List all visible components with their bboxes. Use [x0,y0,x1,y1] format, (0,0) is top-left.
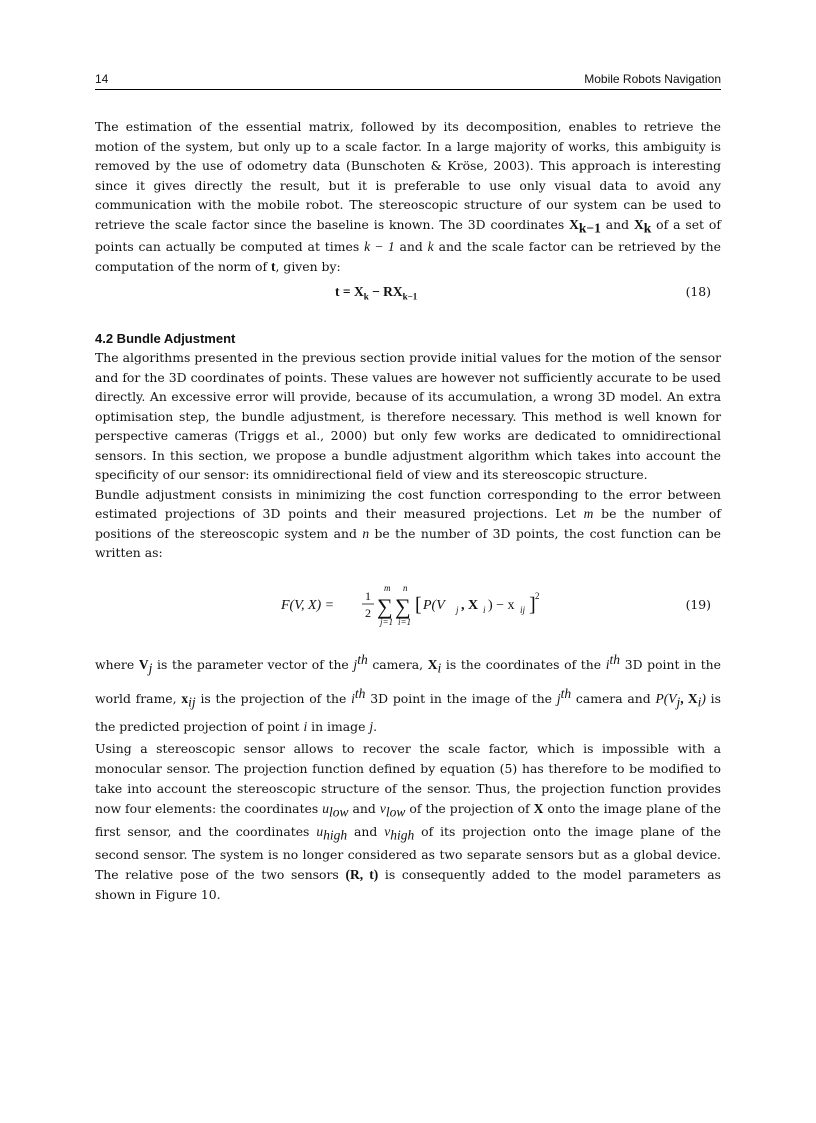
eq19-sum2-top: n [403,582,408,593]
paragraph-cost-function: Bundle adjustment consists in minimizing the cost function corresponding to the error between estimated projections of 3D points and their measured projections. Let m be the number of positions of the stereoscopic system and n be the number of 3D points, the cost function can be written as: [95,486,721,561]
eq19-half-num: 1 [365,588,371,603]
eq19-half-den: 2 [365,605,371,620]
eq19-body-ij: ij [520,604,526,615]
eq19-body-i: i [483,604,486,615]
page-number: 14 [95,72,109,86]
eq19-body-end: ) − x [488,597,515,613]
eq19-body-mid: , X [461,597,479,613]
paragraph-scale-factor: The estimation of the essential matrix, followed by its decomposition, enables to retrieve the motion of the system, but only up to a scale factor. In a large majority of works, this ambiguity is removed by the use of odometry data (Bunschoten & Kröse, 2003). This approach is interesting since it gives directly the result, but it is preferable to use only visual data to avoid any communication with the mobile robot. The stereoscopic structure of our system can be used to retrieve the scale factor since the baseline is known. The 3D coordinates $X_{k-1}$ and $X_k$ of a set of points can actually be computed at times k − 1 and k and the scale factor can be retrieved by the computation of the norm of t, given by: [95,119,721,274]
running-title: Mobile Robots Navigation [584,72,721,86]
eq19-body: P(V [423,597,445,613]
svg-text:]: ] [529,593,536,616]
paragraph-where: where $V_j$ is the parameter vector of the $j^{th}$ camera, $X_i$ is the coordinates of the $i^{th}$ 3D point in the world frame, $x_{ij}$ is the projection of the $i^{th}$ 3D point in the image of the $j^{th}$ camera and $P(V_j$, $X_i$) is the predicted projection of point i in image j. [95,651,721,735]
equation-number: (18) [685,284,711,300]
svg-text:[: [ [415,593,422,616]
eq19-sum2-bot: i=1 [398,616,412,627]
eq19-body-j: j [456,604,459,615]
eq19-sum1-top: m [384,582,391,593]
equation-18: $t = X_k - RX_{k-1}$ (18) [335,284,711,303]
page-body [95,117,721,904]
eq19-sigma-1: ∑ [377,593,393,619]
eq19-sum1-bot: j=1 [380,616,394,627]
paragraph-stereo-projection: Using a stereoscopic sensor allows to recover the scale factor, which is impossible with a monocular sensor. The projection function defined by equation (5) has therefore to be modified to take into account the stereoscopic structure of the sensor. Thus, the projection function provides now four elements: the coordinates $u_{low}$ and $v_{low}$ of the projection of X onto the image plane of the first sensor, and the coordinates $u_{high}$ and $v_{high}$ of its projection onto the image plane of the second sensor. The system is no longer considered as two separate sensors but as a global device. The relative pose of the two sensors (R, t) is consequently added to the model parameters as shown in Figure 10. [95,741,721,902]
section-title: 4.2 Bundle Adjustment [95,331,236,347]
paragraph-bundle-intro: The algorithms presented in the previous section provide initial values for the motion of the sensor and for the 3D coordinates of points. These values are however not sufficiently accurate to be used directly. An excessive error will provide, because of its accumulation, a wrong 3D model. An extra optimisation step, the bundle adjustment, is therefore necessary. This method is well known for perspective cameras (Triggs et al., 2000) but only few works are dedicated to omnidirectional sensors. In this section, we propose a bundle adjustment algorithm which takes into account the specificity of our sensor: its omnidirectional field of view and its stereoscopic structure. [95,350,721,483]
equation-19-graphic [95,571,721,641]
equation-number-19: (19) [685,596,711,612]
eq19-lhs: F(V, X) = [281,597,335,613]
eq19-sigma-2: ∑ [395,593,411,619]
eq19-square: 2 [535,590,540,601]
equation-19 [95,571,721,641]
running-header [95,72,721,90]
